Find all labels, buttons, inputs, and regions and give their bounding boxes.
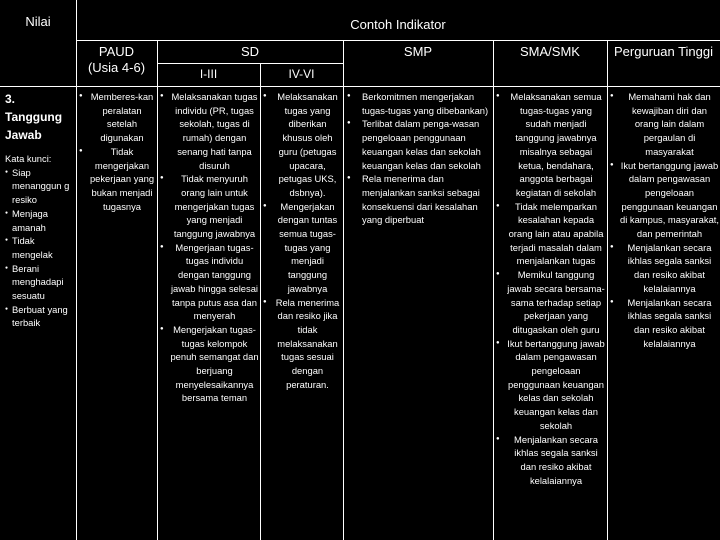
indicator-item: ● Rela menerima dan menjalankan sanksi sebagai konsekuensi dari kesalahan yang diperbuat [346,172,492,227]
perguruan-tinggi-indicators [609,90,719,350]
indicator-item: ● Mengerjakan tugas-tugas kelompok penuh semangat dan berjuang menyelesaikannya bersama teman [159,323,259,405]
header-sma-smk: SMA/SMK [520,44,580,59]
sd-1-3-indicators [159,90,259,405]
indicator-item: ● Tidak menyuruh orang lain untuk mengerjakan tugas yang menjadi tanggung jawabnya [159,172,259,241]
header-paud: PAUD (Usia 4-6) [87,44,146,75]
indicator-item: ● Tidak melemparkan kesalahan kepada orang lain atau apabila terjadi masalah dalam menjalankan tugas [495,200,606,269]
grid-line [76,0,77,540]
key-word-item: ● Berani menghadapi sesuatu [5,262,71,303]
indicator-item: ● Mengerjakan dengan tuntas semua tugas-tugas yang menjadi tanggung jawabnya [262,200,342,296]
key-word-item: ● Siap menanggun g resiko [5,166,71,207]
key-word-item: ● Berbuat yang terbaik [5,303,71,330]
indicator-item: ● Menjalankan secara ikhlas segala sanksi dan resiko akibat kelalaiannya [495,433,606,488]
key-word-item: ● Tidak mengelak [5,234,71,261]
header-sd-4-6: IV-VI [288,67,315,81]
value-title: 3. Tanggung Jawab [5,92,63,142]
indicator-item: ● Tidak mengerjakan pekerjaan yang bukan menjadi tugasnya [78,145,155,214]
sma-smk-indicators [495,90,606,487]
indicator-item: ● Melaksanakan tugas individu (PR, tugas sekolah, tugas di rumah) dengan senang hati tanpa disuruh [159,90,259,172]
indicator-item: ● Terlibat dalam penga-wasan pengeloaan penggunaan keuangan kelas dan sekolah keuangan kelas dan sekolah [346,117,492,172]
indicator-item: ● Memahami hak dan kewajiban diri dan orang lain dalam pergaulan di masyarakat [609,90,719,159]
grid-line [343,40,344,540]
indicator-item: ● Memikul tanggung jawab secara bersama-sama terhadap setiap pekerjaan yang ditugaskan oleh guru [495,268,606,337]
indicator-item: ● Ikut bertanggung jawab dalam pengawasan pengeloaan penggunaan keuangan di kampus, masyarakat, dan pemerintah [609,159,719,241]
indicator-item: ● Menjalankan secara ikhlas segala sanksi dan resiko akibat kelalaiannya [609,296,719,351]
grid-line [157,40,158,540]
header-smp: SMP [403,44,433,59]
header-perguruan-tinggi: Perguruan Tinggi [613,44,713,59]
grid-line [76,40,720,41]
indicator-item: ● Rela menerima dan resiko jika tidak melaksanakan tugas sesuai dengan peraturan. [262,296,342,392]
indicator-item: ● Melaksanakan semua tugas-tugas yang sudah menjadi tanggung jawabnya misalnya sebagai ketua, bendahara, anggota berbagai kegiatan di sekolah [495,90,606,200]
indicator-item: ● Berkomitmen mengerjakan tugas-tugas yang dibebankan) [346,90,492,117]
sd-4-6-indicators [262,90,342,391]
paud-indicators [78,90,155,213]
header-contoh-indikator: Contoh Indikator [350,17,446,32]
header-nilai: Nilai [25,14,51,29]
indicator-item: ● Menjalankan secara ikhlas segala sanksi dan resiko akibat kelalaiannya [609,241,719,296]
key-words [5,152,71,330]
indicator-item: ● Melaksanakan tugas yang diberikan khusus oleh guru (petugas upacara, petugas UKS, dsbnya). [262,90,342,200]
key-words-list [5,166,71,330]
header-sd: SD [240,44,260,59]
smp-indicators [346,90,492,227]
grid-line [493,40,494,540]
key-words-label: Kata kunci: [5,153,52,164]
header-sd-1-3: I-III [199,67,218,81]
grid-line [260,63,261,540]
key-word-item: ● Menjaga amanah [5,207,71,234]
indicator-item: ● Memberes-kan peralatan setelah digunakan [78,90,155,145]
grid-line [607,40,608,540]
indicator-item: ● Ikut bertanggung jawab dalam pengawasan pengeloaan penggunaan keuangan kelas dan sekolah keuangan kelas dan sekolah [495,337,606,433]
grid-line [157,63,343,64]
grid-line [0,86,720,87]
indicator-item: ● Mengerjaan tugas-tugas individu dengan tanggung jawab hingga selesai tanpa putus asa dan menyerah [159,241,259,323]
